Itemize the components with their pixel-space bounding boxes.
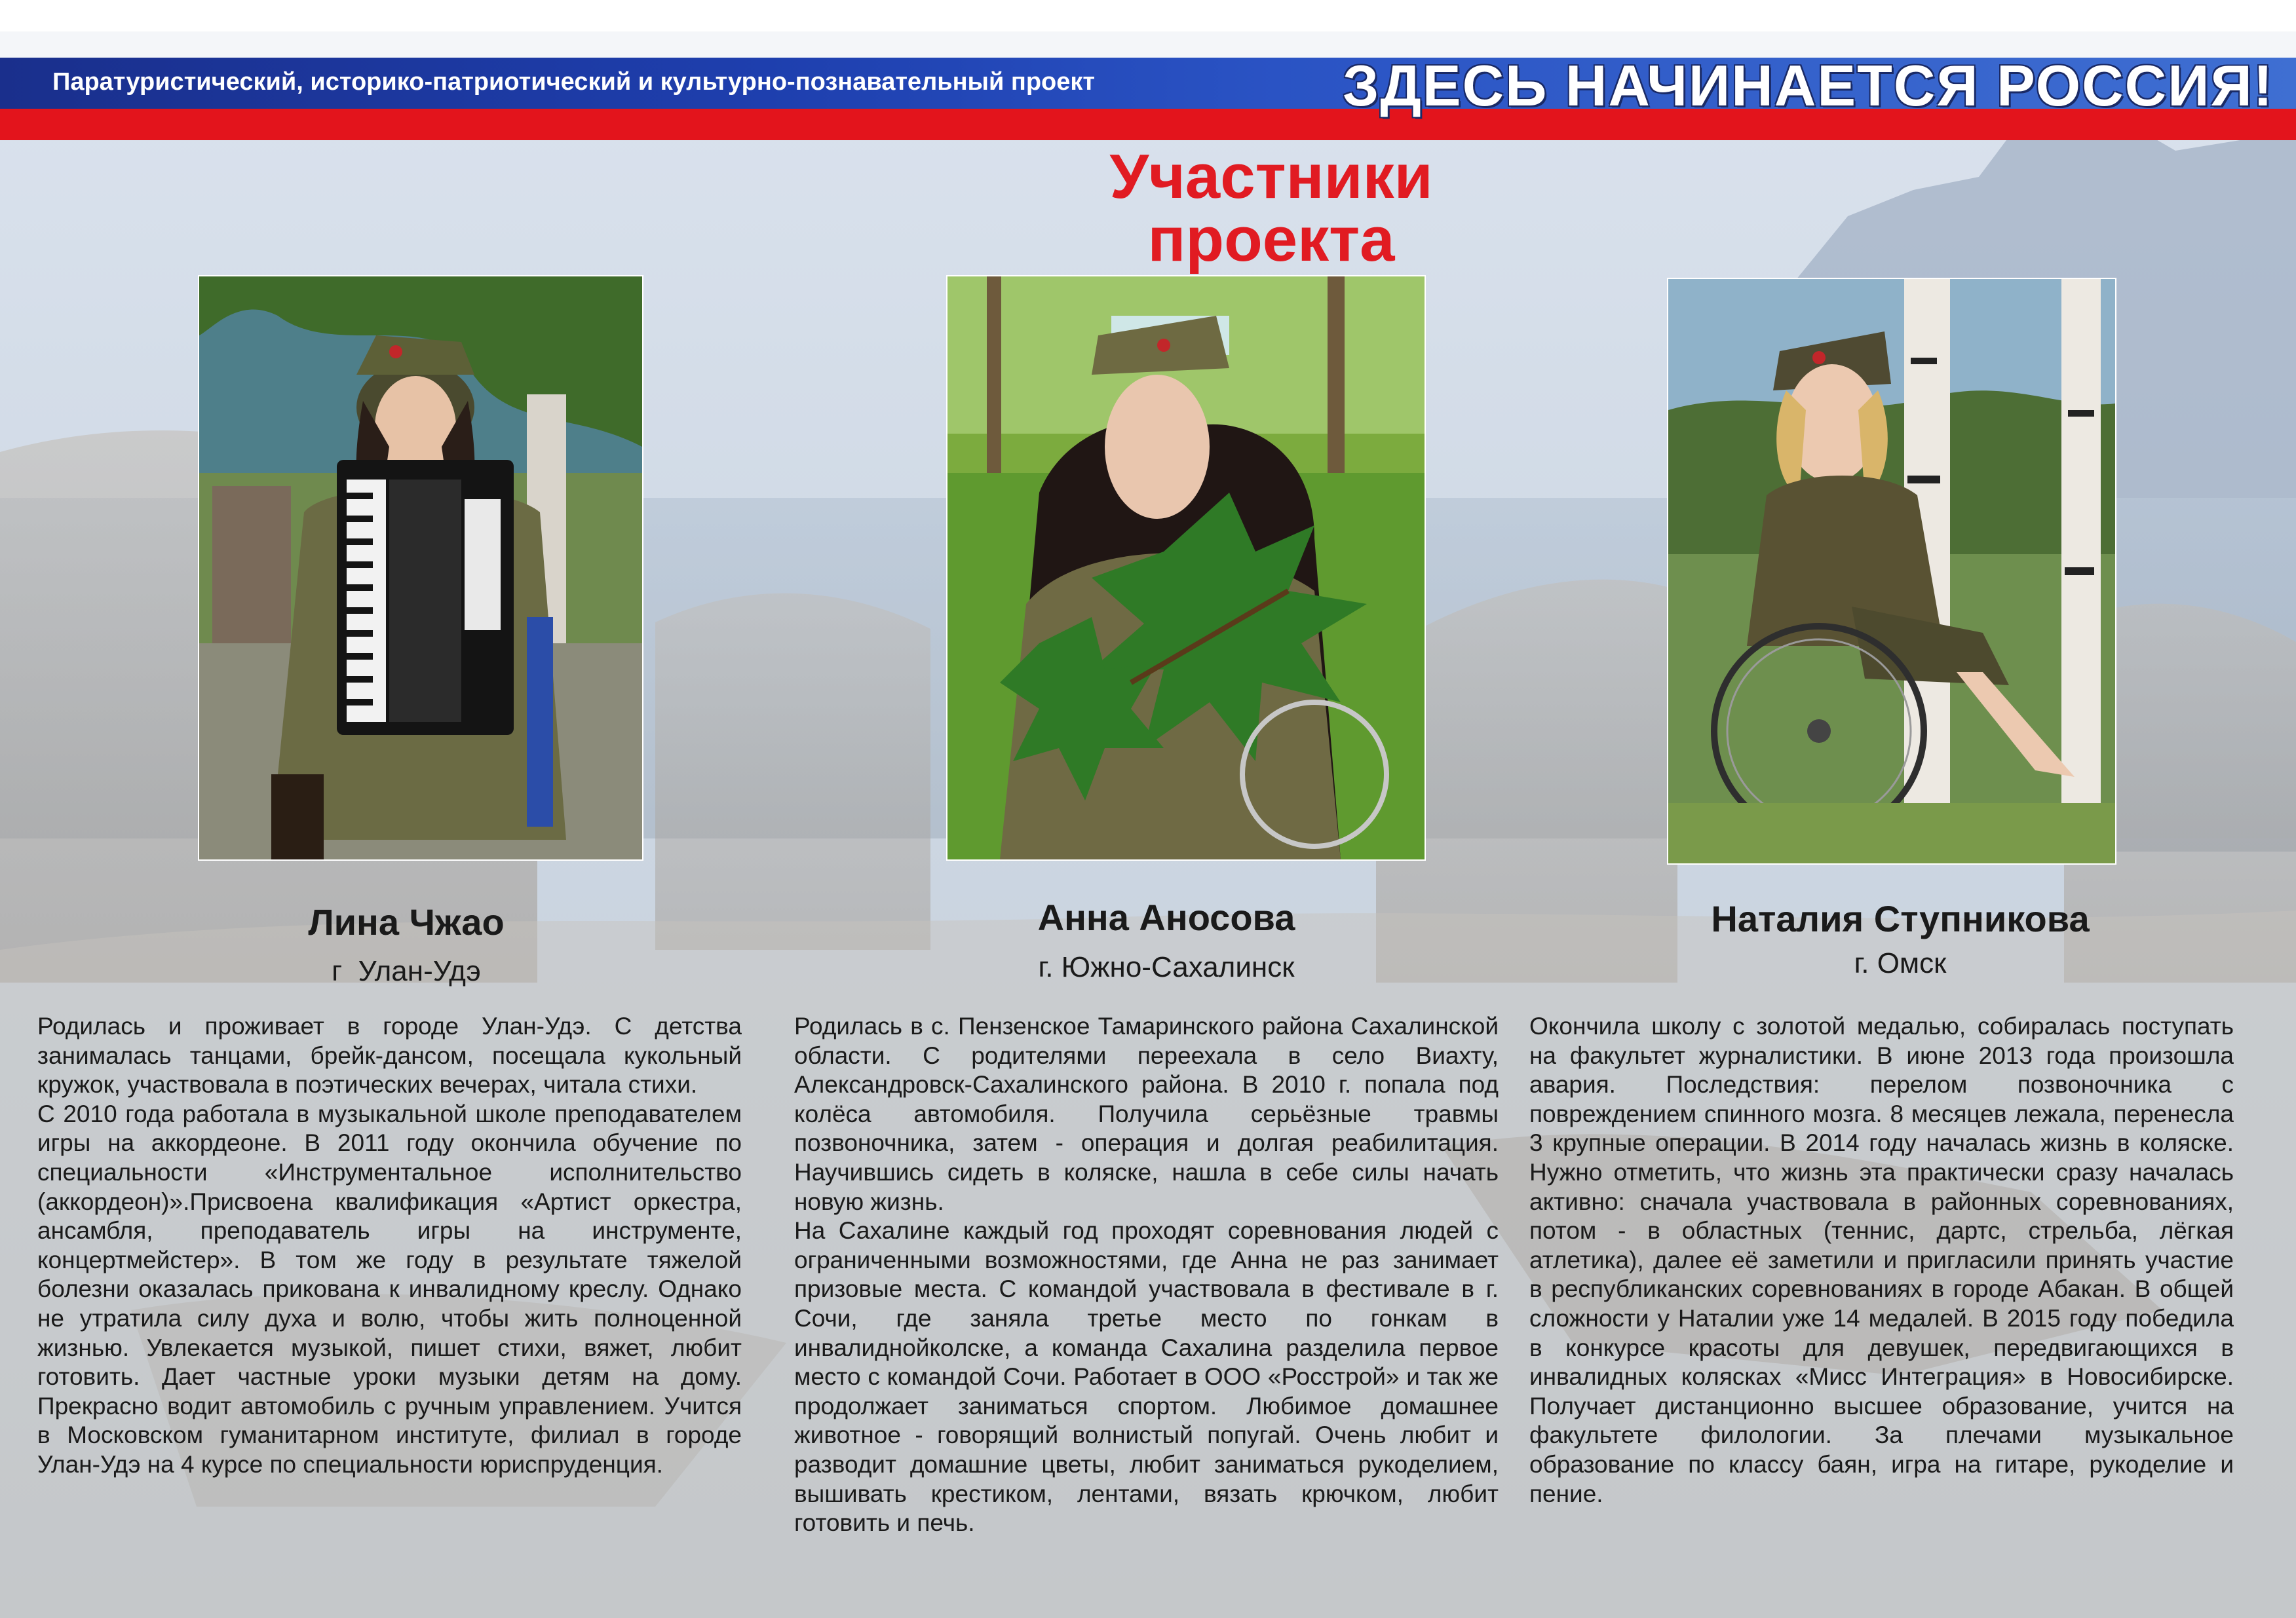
participant-photo-2 bbox=[946, 275, 1426, 861]
participant-photo-1 bbox=[198, 275, 643, 861]
participant-photo-3 bbox=[1667, 278, 2116, 865]
participant-name-1: Лина Чжао bbox=[308, 901, 505, 943]
header-top-white bbox=[0, 0, 2296, 31]
participant-city-2: г. Южно-Сахалинск bbox=[1038, 951, 1295, 983]
page-title bbox=[1009, 141, 1533, 274]
participant-name-3: Наталия Ступникова bbox=[1711, 898, 2090, 939]
page-title-line-2: проекта bbox=[1147, 204, 1395, 274]
bio-paragraph: Родилась и проживает в городе Улан-Удэ. С детства занималась танцами, брейк-дансом, посещала кукольный кружок, участвовала в поэтических вечерах, читала стихи. bbox=[37, 1013, 742, 1099]
participant-name-2: Анна Аносова bbox=[1037, 897, 1295, 938]
page-title-line-1: Участники bbox=[1109, 141, 1433, 212]
bio-paragraph: Родилась в с. Пензенское Тамаринского района Сахалинской области. С родителями переехала в село Виахту, Александровск-Сахалинского района. В 2010 г. попала под колёса автомобиля. Получила серьёзные травмы позвоночника, затем - операция и долгая реабилитация. Научившись сидеть в коляске, нашла в себе силы начать новую жизнь. bbox=[794, 1013, 1499, 1215]
participant-bio-1 bbox=[37, 1012, 742, 1480]
slogan-heading: ЗДЕСЬ НАЧИНАЕТСЯ РОССИЯ! bbox=[1343, 53, 2274, 118]
bio-paragraph: На Сахалине каждый год проходят соревнования людей с ограниченными возможностями, где Анна не раз занимает призовые места. С командой участвовала в фестивале в г. Сочи, где заняла третье место по гонкам в инвалиднойколске, а команда Сахалина разделила первое место с командой Сочи. Работает в ООО «Росстрой» и так же продолжает заниматься спортом. Любимое домашнее животное - говорящий волнистый попугай. Очень любит и разводит домашние цветы, любит заниматься рукоделием, вышивать крестиком, лентами, вязать крючком, любит готовить и печь. bbox=[794, 1217, 1499, 1537]
participant-bio-2 bbox=[794, 1012, 1499, 1538]
bio-paragraph: Окончила школу с золотой медалью, собиралась поступать на факультет журналистики. В июне 2013 года произошла авария. Последствия: перелом позвоночника с повреждением спинного мозга. 8 месяцев лежала, перенесла 3 крупные операции. В 2014 году началась жизнь в коляске. Нужно отметить, что жизнь эта практически сразу началась активно: сначала участвовала в районных соревнованиях, потом - в областных (теннис, дартс, стрельба, лёгкая атлетика), далее её заметили и пригласили принять участие в республиканских соревнованиях в городе Абакан. В общей сложности у Наталии уже 14 медалей. В 2015 году победила в конкурсе красоты для девушек, передвигающихся в инвалидных колясках «Мисс Интеграция» в Новосибирске. Получает дистанционно высшее образование, учится на факультете филологии. За плечами музыкальное образование по классу баян, игра на гитаре, рукоделие и пение. bbox=[1529, 1013, 2234, 1507]
project-description: Паратуристический, историко-патриотический и культурно-познавательный проект bbox=[52, 68, 1096, 96]
bio-paragraph: С 2010 года работала в музыкальной школе преподавателем игры на аккордеоне. В 2011 году окончила обучение по специальности «Инструментальное исполнительство (аккордеон)».Присвоена квалификация «Артист оркестра, ансамбля, преподаватель игры на инструменте, концертмейстер». В том же году в результате тяжелой болезни оказалась прикована к инвалидному креслу. Однако не утратила силу духа и волю, чтобы жить полноценной жизнью. Увлекается музыкой, пишет стихи, вяжет, любит готовить. Дает частные уроки музыки детям на дому. Прекрасно водит автомобиль с ручным управлением. Учится в Московском гуманитарном институте, филиал в городе Улан-Удэ на 4 курсе по специальности юриспруденция. bbox=[37, 1100, 742, 1478]
participant-bio-3 bbox=[1529, 1012, 2234, 1509]
participant-city-3: г. Омск bbox=[1854, 947, 1947, 979]
participant-city-1: г Улан-Удэ bbox=[332, 955, 481, 987]
